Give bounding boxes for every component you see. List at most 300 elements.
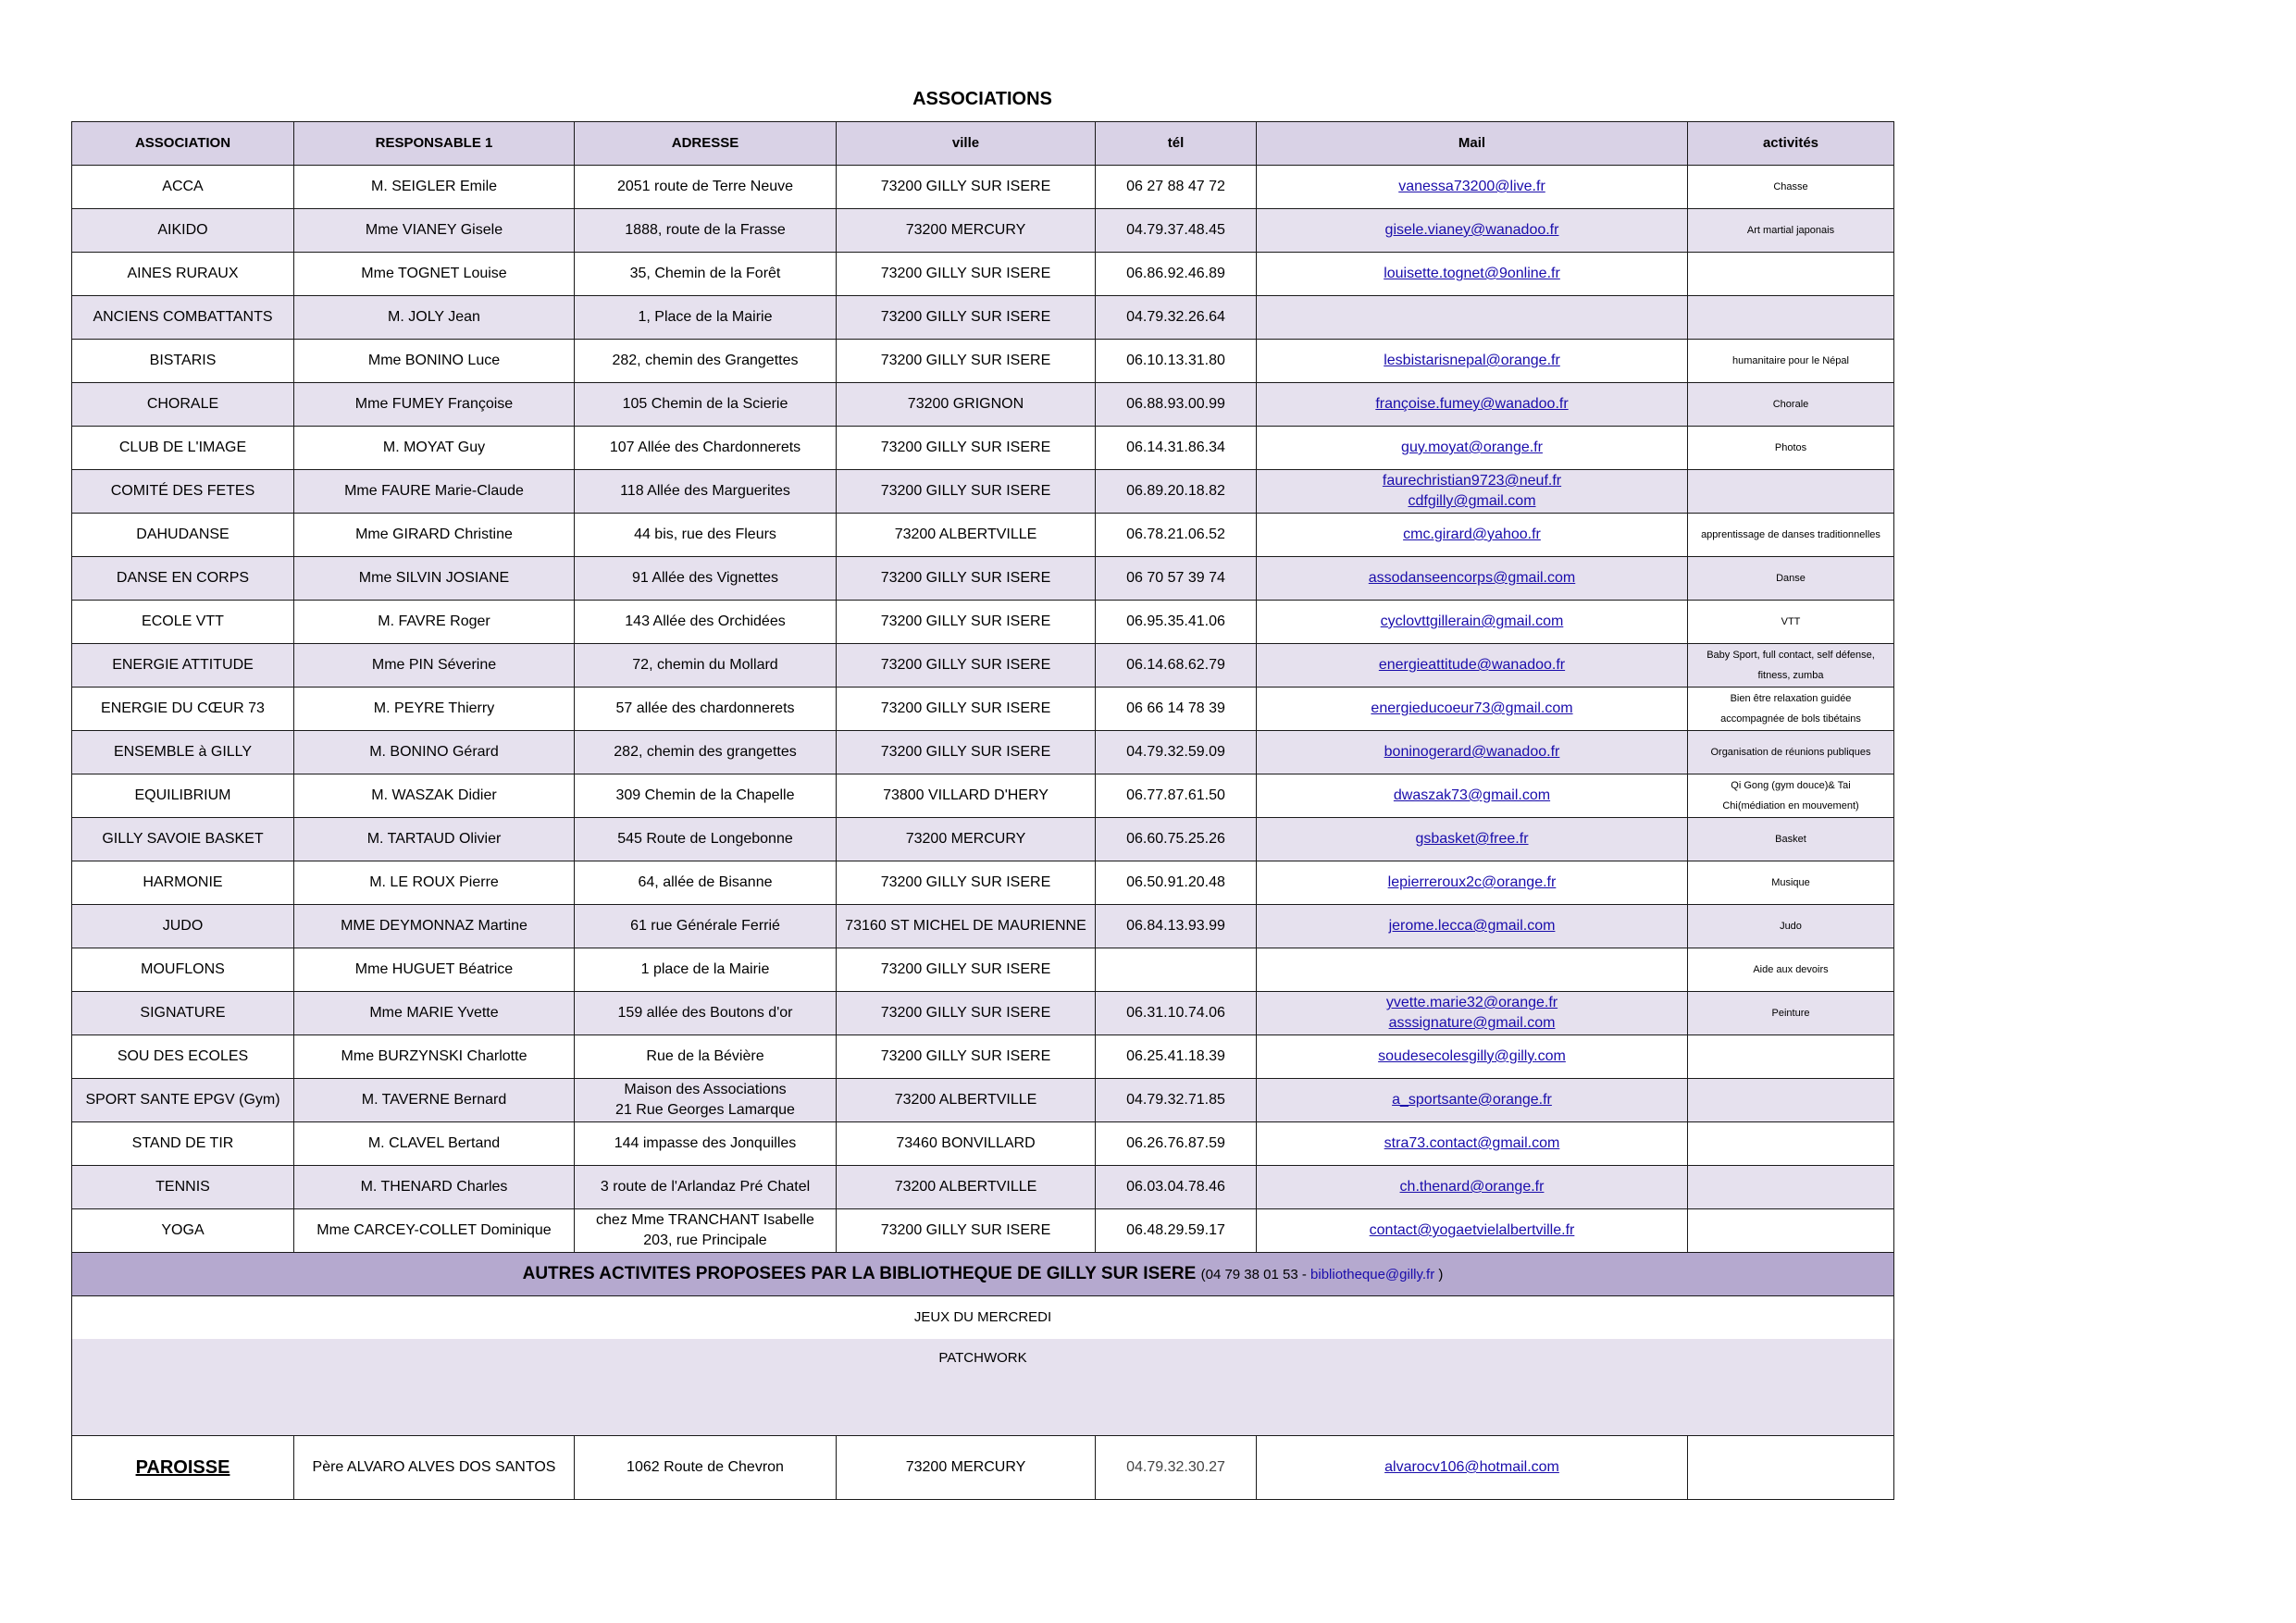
activites-line: Qi Gong (gym douce)& Tai (1731, 780, 1851, 791)
bibliotheque-header-row (72, 1253, 1894, 1296)
association-name: YOGA (72, 1209, 294, 1253)
table-row (72, 166, 1894, 209)
adresse-line: 35, Chemin de la Forêt (629, 266, 781, 281)
activites (1688, 383, 1894, 427)
table-row (72, 948, 1894, 992)
adresse-line: 44 bis, rue des Fleurs (634, 527, 776, 542)
responsable: M. LE ROUX Pierre (294, 861, 575, 905)
activites (1688, 644, 1894, 688)
activites-line: Chorale (1772, 399, 1809, 410)
mail-link[interactable]: yvette.marie32@orange.fr (1385, 995, 1558, 1010)
activites (1688, 948, 1894, 992)
activites-line: apprentissage de danses traditionnelles (1701, 529, 1880, 540)
adresse-line: 203, rue Principale (643, 1233, 767, 1248)
col-header-ville: ville (837, 122, 1096, 166)
ville: 73200 GILLY SUR ISERE (837, 644, 1096, 688)
activites-line: Art martial japonais (1746, 225, 1835, 236)
bibliotheque-activity-row (72, 1296, 1894, 1340)
bibliotheque-contact (1201, 1267, 1444, 1282)
mail-link[interactable]: boninogerard@wanadoo.fr (1384, 744, 1560, 760)
telephone: 06.86.92.46.89 (1096, 253, 1257, 296)
bibliotheque-title: AUTRES ACTIVITES PROPOSEES PAR LA BIBLIOTHEQUE DE GILLY SUR ISERE (522, 1263, 1197, 1283)
adresse (575, 774, 837, 818)
col-header-responsable: RESPONSABLE 1 (294, 122, 575, 166)
association-name: STAND DE TIR (72, 1122, 294, 1166)
responsable: M. MOYAT Guy (294, 427, 575, 470)
responsable: M. CLAVEL Bertand (294, 1122, 575, 1166)
adresse (575, 948, 837, 992)
activites (1688, 1035, 1894, 1079)
table-row (72, 253, 1894, 296)
telephone: 06.77.87.61.50 (1096, 774, 1257, 818)
telephone: 06 70 57 39 74 (1096, 557, 1257, 601)
telephone: 04.79.32.59.09 (1096, 731, 1257, 774)
activites (1688, 296, 1894, 340)
telephone: 06.48.29.59.17 (1096, 1209, 1257, 1253)
ville: 73200 GILLY SUR ISERE (837, 557, 1096, 601)
adresse-line: 159 allée des Boutons d'or (617, 1005, 793, 1021)
mail-link[interactable]: assodanseencorps@gmail.com (1368, 570, 1576, 586)
mail-link[interactable]: energieattitude@wanadoo.fr (1378, 657, 1566, 673)
responsable: Mme HUGUET Béatrice (294, 948, 575, 992)
mail-link[interactable]: lesbistarisnepal@orange.fr (1384, 353, 1560, 368)
table-row (72, 1079, 1894, 1122)
adresse-line: 91 Allée des Vignettes (631, 570, 779, 586)
bibliotheque-activity-jeux: JEUX DU MERCREDI (72, 1296, 1894, 1340)
mail-link[interactable]: cdfgilly@gmail.com (1408, 493, 1536, 509)
activites (1688, 514, 1894, 557)
activites-line: Bien être relaxation guidée (1730, 693, 1852, 704)
adresse (575, 1079, 837, 1122)
bibliotheque-mail-link[interactable]: bibliotheque@gilly.fr (1310, 1266, 1435, 1282)
mail (1257, 296, 1688, 340)
telephone: 06.25.41.18.39 (1096, 1035, 1257, 1079)
ville: 73200 GILLY SUR ISERE (837, 296, 1096, 340)
association-name: ANCIENS COMBATTANTS (72, 296, 294, 340)
table-row (72, 1122, 1894, 1166)
adresse (575, 1209, 837, 1253)
mail (1257, 688, 1688, 731)
mail (1257, 253, 1688, 296)
activites (1688, 1122, 1894, 1166)
telephone: 06.60.75.25.26 (1096, 818, 1257, 861)
adresse-line: 118 Allée des Marguerites (620, 483, 790, 499)
ville: 73200 MERCURY (837, 818, 1096, 861)
activites-line: humanitaire pour le Népal (1732, 355, 1849, 366)
adresse (575, 1122, 837, 1166)
table-row (72, 688, 1894, 731)
telephone: 06 66 14 78 39 (1096, 688, 1257, 731)
association-name: SPORT SANTE EPGV (Gym) (72, 1079, 294, 1122)
telephone: 06 27 88 47 72 (1096, 166, 1257, 209)
responsable: Mme BURZYNSKI Charlotte (294, 1035, 575, 1079)
adresse (575, 992, 837, 1035)
table-row (72, 296, 1894, 340)
mail (1257, 905, 1688, 948)
activites (1688, 731, 1894, 774)
telephone: 04.79.32.71.85 (1096, 1079, 1257, 1122)
responsable: Mme BONINO Luce (294, 340, 575, 383)
telephone: 06.50.91.20.48 (1096, 861, 1257, 905)
table-row (72, 383, 1894, 427)
activites-line: Chi(médiation en mouvement) (1722, 800, 1859, 812)
responsable: MME DEYMONNAZ Martine (294, 905, 575, 948)
table-row (72, 905, 1894, 948)
ville: 73460 BONVILLARD (837, 1122, 1096, 1166)
responsable: Mme VIANEY Gisele (294, 209, 575, 253)
adresse-line: 107 Allée des Chardonnerets (609, 440, 801, 455)
mail (1257, 427, 1688, 470)
ville: 73200 GILLY SUR ISERE (837, 253, 1096, 296)
responsable: M. TAVERNE Bernard (294, 1079, 575, 1122)
activites (1688, 427, 1894, 470)
adresse (575, 861, 837, 905)
mail (1257, 514, 1688, 557)
responsable: M. FAVRE Roger (294, 601, 575, 644)
activites (1688, 905, 1894, 948)
adresse-line: 2051 route de Terre Neuve (616, 179, 794, 194)
activites-line: Chasse (1773, 181, 1808, 192)
mail-link[interactable]: louisette.tognet@9online.fr (1384, 266, 1560, 281)
adresse-line: 72, chemin du Mollard (632, 657, 778, 673)
responsable: Mme FAURE Marie-Claude (294, 470, 575, 514)
bibliotheque-title-cell (72, 1253, 1894, 1296)
adresse-line: 144 impasse des Jonquilles (614, 1135, 797, 1151)
table-row (72, 470, 1894, 514)
mail-link[interactable]: a_sportsante@orange.fr (1392, 1092, 1552, 1108)
mail (1257, 992, 1688, 1035)
association-name: CHORALE (72, 383, 294, 427)
adresse (575, 644, 837, 688)
responsable: Mme GIRARD Christine (294, 514, 575, 557)
association-name: ENSEMBLE à GILLY (72, 731, 294, 774)
responsable: Mme FUMEY Françoise (294, 383, 575, 427)
mail (1257, 340, 1688, 383)
mail (1257, 1209, 1688, 1253)
association-name: GILLY SAVOIE BASKET (72, 818, 294, 861)
mail-link[interactable]: asssignature@gmail.com (1388, 1015, 1556, 1031)
ville: 73200 GILLY SUR ISERE (837, 731, 1096, 774)
telephone: 06.26.76.87.59 (1096, 1122, 1257, 1166)
paroisse-activites (1688, 1436, 1894, 1500)
mail-link[interactable]: jerome.lecca@gmail.com (1388, 918, 1556, 934)
activites (1688, 688, 1894, 731)
adresse (575, 601, 837, 644)
association-name: ACCA (72, 166, 294, 209)
paroisse-mail (1257, 1436, 1688, 1500)
adresse-line: Maison des Associations (624, 1082, 787, 1097)
telephone: 06.95.35.41.06 (1096, 601, 1257, 644)
activites-line: Basket (1775, 834, 1806, 845)
association-name: AIKIDO (72, 209, 294, 253)
activites-line: Judo (1780, 921, 1802, 932)
adresse (575, 209, 837, 253)
responsable: M. THENARD Charles (294, 1166, 575, 1209)
mail-link[interactable]: faurechristian9723@neuf.fr (1382, 473, 1562, 489)
bibliotheque-close: ) (1434, 1266, 1444, 1282)
activites (1688, 1209, 1894, 1253)
telephone: 06.14.31.86.34 (1096, 427, 1257, 470)
responsable: M. BONINO Gérard (294, 731, 575, 774)
mail (1257, 383, 1688, 427)
adresse-line: 282, chemin des Grangettes (612, 353, 799, 368)
ville: 73200 GILLY SUR ISERE (837, 992, 1096, 1035)
adresse (575, 557, 837, 601)
table-row (72, 557, 1894, 601)
telephone (1096, 948, 1257, 992)
mail (1257, 1035, 1688, 1079)
table-row (72, 1209, 1894, 1253)
association-name: AINES RURAUX (72, 253, 294, 296)
col-header-tel: tél (1096, 122, 1257, 166)
adresse-line: 1, Place de la Mairie (638, 309, 773, 325)
ville: 73200 GILLY SUR ISERE (837, 427, 1096, 470)
association-name: COMITÉ DES FETES (72, 470, 294, 514)
ville: 73200 GILLY SUR ISERE (837, 1209, 1096, 1253)
adresse-line: 3 route de l'Arlandaz Pré Chatel (600, 1179, 811, 1195)
responsable: Mme SILVIN JOSIANE (294, 557, 575, 601)
responsable: M. SEIGLER Emile (294, 166, 575, 209)
adresse-line: 282, chemin des grangettes (614, 744, 797, 760)
association-name: JUDO (72, 905, 294, 948)
activites-line: Peinture (1771, 1008, 1810, 1019)
activites (1688, 470, 1894, 514)
telephone: 04.79.37.48.45 (1096, 209, 1257, 253)
mail-link[interactable]: dwaszak73@gmail.com (1393, 787, 1551, 803)
ville: 73160 ST MICHEL DE MAURIENNE (837, 905, 1096, 948)
header-row (72, 122, 1894, 166)
association-name: CLUB DE L'IMAGE (72, 427, 294, 470)
activites (1688, 1166, 1894, 1209)
paroisse-adresse: 1062 Route de Chevron (575, 1436, 837, 1500)
activites (1688, 253, 1894, 296)
activites-line: Photos (1774, 442, 1807, 453)
association-name: BISTARIS (72, 340, 294, 383)
bibliotheque-activity-row (72, 1339, 1894, 1436)
responsable: M. JOLY Jean (294, 296, 575, 340)
table-row (72, 1166, 1894, 1209)
activites-line: Baby Sport, full contact, self défense, (1706, 650, 1875, 661)
associations-table (71, 121, 1894, 1500)
adresse-line: 143 Allée des Orchidées (625, 613, 786, 629)
association-name: HARMONIE (72, 861, 294, 905)
activites-line: fitness, zumba (1757, 670, 1824, 681)
adresse-line: 1 place de la Mairie (640, 961, 770, 977)
activites (1688, 992, 1894, 1035)
adresse (575, 383, 837, 427)
mail (1257, 209, 1688, 253)
association-name: ENERGIE ATTITUDE (72, 644, 294, 688)
mail-link[interactable]: lepierreroux2c@orange.fr (1387, 874, 1557, 890)
adresse-line: 61 rue Générale Ferrié (630, 918, 780, 934)
adresse (575, 905, 837, 948)
adresse-line: 105 Chemin de la Scierie (622, 396, 788, 412)
mail-link[interactable]: cmc.girard@yahoo.fr (1403, 527, 1541, 542)
adresse (575, 340, 837, 383)
mail-link[interactable]: contact@yogaetvielalbertville.fr (1369, 1222, 1575, 1238)
table-row (72, 644, 1894, 688)
mail (1257, 1166, 1688, 1209)
paroisse-name: PAROISSE (72, 1436, 294, 1500)
responsable: Mme PIN Séverine (294, 644, 575, 688)
table-row (72, 427, 1894, 470)
activites (1688, 209, 1894, 253)
ville: 73200 GILLY SUR ISERE (837, 1035, 1096, 1079)
table-row (72, 340, 1894, 383)
col-header-activites: activités (1688, 122, 1894, 166)
mail-link[interactable]: soudesecolesgilly@gilly.com (1378, 1048, 1566, 1064)
adresse-line: 21 Rue Georges Lamarque (615, 1102, 795, 1118)
mail (1257, 644, 1688, 688)
mail (1257, 166, 1688, 209)
telephone: 06.10.13.31.80 (1096, 340, 1257, 383)
col-header-mail: Mail (1257, 122, 1688, 166)
adresse-line: 64, allée de Bisanne (638, 874, 773, 890)
mail-link[interactable]: cyclovttgillerain@gmail.com (1380, 613, 1564, 629)
ville: 73200 GILLY SUR ISERE (837, 948, 1096, 992)
bibliotheque-phone: (04 79 38 01 53 - (1200, 1266, 1311, 1282)
table-row (72, 209, 1894, 253)
paroisse-responsable: Père ALVARO ALVES DOS SANTOS (294, 1436, 575, 1500)
mail (1257, 774, 1688, 818)
activites (1688, 774, 1894, 818)
ville: 73800 VILLARD D'HERY (837, 774, 1096, 818)
telephone: 06.84.13.93.99 (1096, 905, 1257, 948)
mail-link[interactable]: stra73.contact@gmail.com (1384, 1135, 1560, 1151)
association-name: MOUFLONS (72, 948, 294, 992)
table-row (72, 731, 1894, 774)
ville: 73200 ALBERTVILLE (837, 1166, 1096, 1209)
telephone: 06.31.10.74.06 (1096, 992, 1257, 1035)
ville: 73200 ALBERTVILLE (837, 514, 1096, 557)
adresse (575, 166, 837, 209)
activites-line: VTT (1781, 616, 1801, 627)
responsable: M. WASZAK Didier (294, 774, 575, 818)
responsable: M. TARTAUD Olivier (294, 818, 575, 861)
association-name: ECOLE VTT (72, 601, 294, 644)
table-row (72, 861, 1894, 905)
table-row (72, 601, 1894, 644)
mail-link[interactable]: gisele.vianey@wanadoo.fr (1384, 222, 1559, 238)
bibliotheque-activity-patchwork: PATCHWORK (72, 1339, 1894, 1436)
paroisse-ville: 73200 MERCURY (837, 1436, 1096, 1500)
adresse-line: Rue de la Bévière (646, 1048, 764, 1064)
activites (1688, 601, 1894, 644)
adresse (575, 427, 837, 470)
mail-link[interactable]: guy.moyat@orange.fr (1401, 440, 1543, 455)
mail (1257, 1122, 1688, 1166)
telephone: 06.89.20.18.82 (1096, 470, 1257, 514)
ville: 73200 GILLY SUR ISERE (837, 340, 1096, 383)
activites-line: Organisation de réunions publiques (1710, 747, 1871, 758)
adresse (575, 253, 837, 296)
mail-link[interactable]: vanessa73200@live.fr (1398, 179, 1545, 194)
association-name: SOU DES ECOLES (72, 1035, 294, 1079)
adresse (575, 1166, 837, 1209)
association-name: ENERGIE DU CŒUR 73 (72, 688, 294, 731)
table-row (72, 774, 1894, 818)
association-name: TENNIS (72, 1166, 294, 1209)
adresse (575, 296, 837, 340)
adresse-line: chez Mme TRANCHANT Isabelle (596, 1212, 814, 1228)
activites-line: accompagnée de bols tibétains (1720, 713, 1861, 725)
activites (1688, 861, 1894, 905)
mail (1257, 861, 1688, 905)
adresse (575, 470, 837, 514)
adresse-line: 545 Route de Longebonne (617, 831, 793, 847)
ville: 73200 ALBERTVILLE (837, 1079, 1096, 1122)
col-header-adresse: ADRESSE (575, 122, 837, 166)
telephone: 06.88.93.00.99 (1096, 383, 1257, 427)
paroisse-row (72, 1436, 1894, 1500)
association-name: EQUILIBRIUM (72, 774, 294, 818)
table-row (72, 1035, 1894, 1079)
mail-link[interactable]: ch.thenard@orange.fr (1399, 1179, 1545, 1195)
page-title: ASSOCIATIONS (912, 89, 1052, 109)
ville: 73200 GILLY SUR ISERE (837, 601, 1096, 644)
activites (1688, 557, 1894, 601)
mail (1257, 601, 1688, 644)
adresse-line: 309 Chemin de la Chapelle (615, 787, 795, 803)
mail (1257, 1079, 1688, 1122)
adresse-line: 57 allée des chardonnerets (615, 700, 795, 716)
responsable: Mme TOGNET Louise (294, 253, 575, 296)
adresse (575, 731, 837, 774)
ville: 73200 MERCURY (837, 209, 1096, 253)
adresse (575, 688, 837, 731)
ville: 73200 GILLY SUR ISERE (837, 166, 1096, 209)
activites (1688, 1079, 1894, 1122)
mail-link[interactable]: energieducoeur73@gmail.com (1371, 700, 1573, 716)
col-header-association: ASSOCIATION (72, 122, 294, 166)
mail-link[interactable]: gsbasket@free.fr (1415, 831, 1529, 847)
adresse (575, 818, 837, 861)
ville: 73200 GILLY SUR ISERE (837, 470, 1096, 514)
table-row (72, 992, 1894, 1035)
telephone: 06.78.21.06.52 (1096, 514, 1257, 557)
responsable: Mme MARIE Yvette (294, 992, 575, 1035)
responsable: Mme CARCEY-COLLET Dominique (294, 1209, 575, 1253)
association-name: SIGNATURE (72, 992, 294, 1035)
mail (1257, 818, 1688, 861)
ville: 73200 GRIGNON (837, 383, 1096, 427)
table-row (72, 818, 1894, 861)
activites-line: Aide aux devoirs (1753, 964, 1829, 975)
adresse (575, 1035, 837, 1079)
paroisse-tel: 04.79.32.30.27 (1096, 1436, 1257, 1500)
association-name: DANSE EN CORPS (72, 557, 294, 601)
ville: 73200 GILLY SUR ISERE (837, 688, 1096, 731)
mail (1257, 731, 1688, 774)
adresse-line: 1888, route de la Frasse (625, 222, 786, 238)
telephone: 06.03.04.78.46 (1096, 1166, 1257, 1209)
table-row (72, 514, 1894, 557)
activites (1688, 340, 1894, 383)
mail (1257, 557, 1688, 601)
activites (1688, 818, 1894, 861)
mail (1257, 948, 1688, 992)
paroisse-mail-link[interactable]: alvarocv106@hotmail.com (1384, 1459, 1559, 1475)
ville: 73200 GILLY SUR ISERE (837, 861, 1096, 905)
telephone: 04.79.32.26.64 (1096, 296, 1257, 340)
telephone: 06.14.68.62.79 (1096, 644, 1257, 688)
association-name: DAHUDANSE (72, 514, 294, 557)
responsable: M. PEYRE Thierry (294, 688, 575, 731)
activites-line: Musique (1771, 877, 1810, 888)
mail (1257, 470, 1688, 514)
mail-link[interactable]: françoise.fumey@wanadoo.fr (1375, 396, 1569, 412)
activites (1688, 166, 1894, 209)
